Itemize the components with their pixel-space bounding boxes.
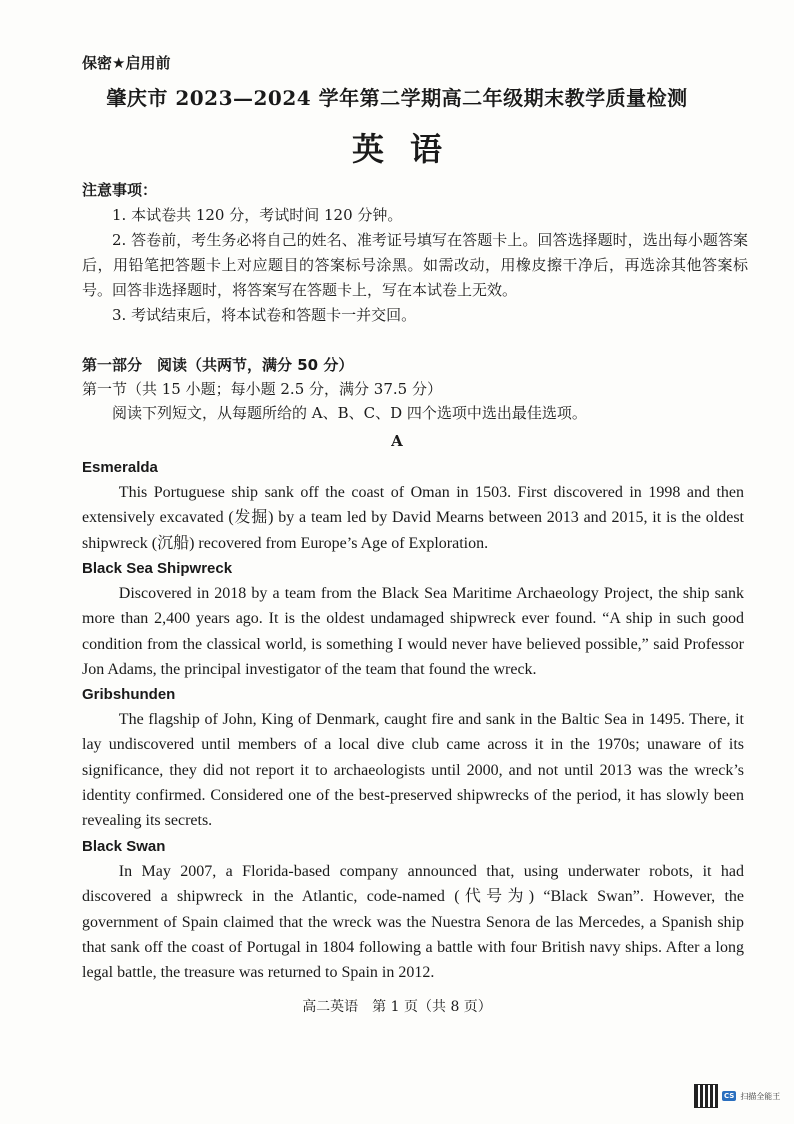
passage-entry — [82, 456, 744, 556]
confidential-label: 保密★启用前 — [82, 54, 171, 72]
passage-entry — [82, 835, 744, 985]
entry-title: Black Sea Shipwreck — [82, 560, 233, 577]
section-instruction: 阅读下列短文，从每题所给的 A、B、C、D 四个选项中选出最佳选项。 — [112, 404, 587, 422]
qr-code-icon — [694, 1084, 718, 1108]
passage-entry — [82, 557, 744, 682]
notes-heading: 注意事项： — [82, 181, 158, 199]
page-footer: 高二英语 第 1 页（共 8 页） — [302, 999, 492, 1015]
section-title: 第一节（共 15 小题；每小题 2.5 分，满分 37.5 分） — [82, 380, 442, 398]
passage-letter: A — [391, 432, 403, 450]
entry-title: Esmeralda — [82, 459, 158, 476]
entry-text: In May 2007, a Florida-based company announced that, using underwater robots, it had discovered a shipwreck in the Atlantic, code-named (代号为) “Black Swan”. However, the government of Spain claimed that the wreck was the Nuestra Senora de las Mercedes, a Spanish ship that sank off the coast of Portugal in 1804 following a battle with four British navy ships. After a long legal battle, the treasure was returned to Spain in 2012. — [82, 863, 744, 982]
note-item: 1. 本试卷共 120 分，考试时间 120 分钟。 — [112, 206, 403, 224]
entry-title: Gribshunden — [82, 686, 176, 703]
exam-title: 肇庆市 2023—2024 学年第二学期高二年级期末教学质量检测 — [106, 86, 688, 110]
scanner-stamp — [694, 1082, 786, 1110]
subject-title: 英语 — [351, 130, 468, 168]
exam-notes — [82, 178, 748, 328]
note-item: 2. 答卷前，考生务必将自己的姓名、准考证号填写在答题卡上。回答选择题时，选出每小题答案后，用铅笔把答题卡上对应题目的答案标号涂黑。如需改动，用橡皮擦干净后，再选涂其他答案标号。回答非选择题时，将答案写在答题卡上，写在本试卷上无效。 — [82, 231, 748, 299]
entry-text: Discovered in 2018 by a team from the Black Sea Maritime Archaeology Project, the ship sank more than 2,400 years ago. It is the oldest undamaged shipwreck ever found. “A ship in such good condition from the classical world, is something I would never have believed possible,” said Professor Jon Adams, the principal investigator of the team that found the wreck. — [82, 585, 744, 678]
note-item: 3. 考试结束后，将本试卷和答题卡一并交回。 — [112, 306, 417, 324]
part-heading — [82, 353, 748, 425]
entry-title: Black Swan — [82, 838, 166, 855]
scanner-badge: CS — [724, 1092, 735, 1100]
scanner-label: 扫描全能王 — [740, 1091, 781, 1101]
passage-entry — [82, 683, 744, 833]
part-title: 第一部分 阅读（共两节，满分 50 分） — [82, 356, 354, 374]
entry-text: This Portuguese ship sank off the coast of Oman in 1503. First discovered in 1998 and then extensively excavated (发掘) by a team led by David Mearns between 2013 and 2015, it is the oldest shipwreck (沉船) recovered from Europe’s Age of Exploration. — [82, 484, 744, 552]
entry-text: The flagship of John, King of Denmark, caught fire and sank in the Baltic Sea in 1495. There, it lay undiscovered until members of a local dive club came across it in the 1970s; unaware of its significance, they did not report it to archaeologists until 2000, and not until 2013 was the wreck’s identity confirmed. Considered one of the best-preserved shipwrecks of the period, it has slowly been revealing its secrets. — [82, 711, 744, 830]
